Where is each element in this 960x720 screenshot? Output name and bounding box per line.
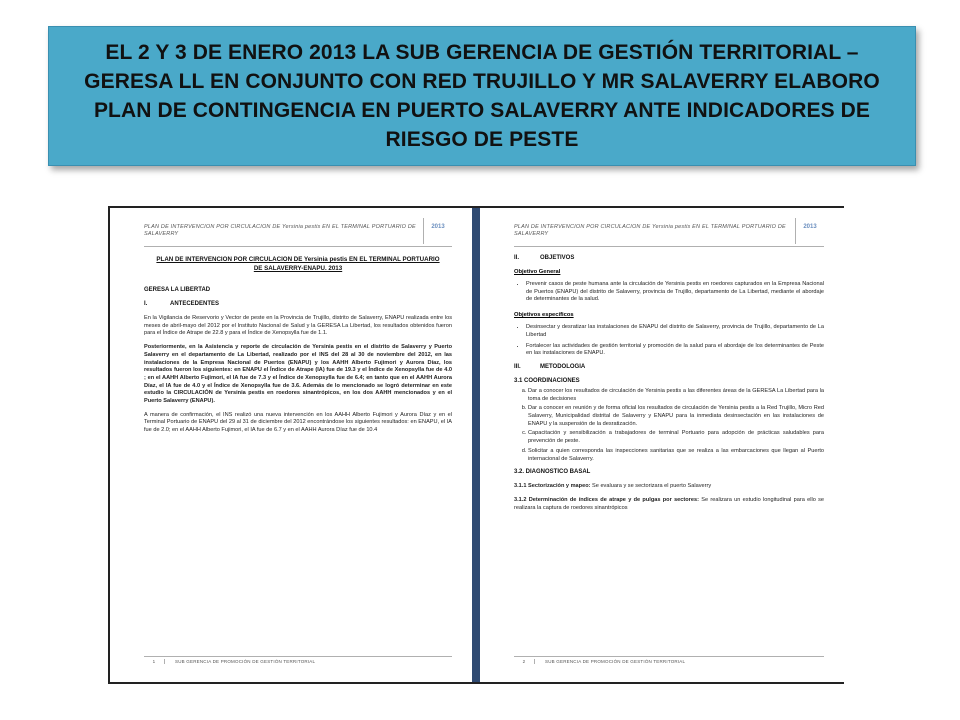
section-title: ANTECEDENTES <box>170 301 220 307</box>
list-item: • Fortalecer las actividades de gestión territorial y promoción de la salud para el abordaje de los determinantes de Peste en las instalaciones de ENAPU. <box>526 343 824 358</box>
page-number: 1 <box>144 659 165 664</box>
section-heading-antecedentes <box>144 301 452 307</box>
objetivos-especificos-list <box>514 324 824 358</box>
objetivo-general-list <box>514 281 824 304</box>
list-item: • Prevenir casos de peste humana ante la circulación de Yersinia pestis en roedores capturados en la Empresa Nacional de Puertos (ENAPU) del distrito de Salaverry, provincia de Trujillo, departamento de La Libertad, mediante el abordaje de determinantes de la salud. <box>526 281 824 304</box>
diagnostico-311-text: Se evaluara y se sectorizara el puerto Salaverry <box>592 483 712 490</box>
paragraph-2: Posteriormente, en la Asistencia y reporte de circulación de Yersinia pestis en el distrito de Salaverry y Puerto Salaverry en el departamento de La Libertad, realizado por el INS del 28 al 30 de noviembre del 2012, en las instalaciones de la Empresa Nacional de Puertos (ENAPU) y los AAHH Alberto Fujimori y Aurora Díaz, los resultados fueron los siguientes: en ENAPU el Índice de Atrape (IA) fue de 19.3 y el Índice de Xenopsylla fue de 4.0 ; en el AAHH Alberto Fujimori, el IA fue de 7.3 y el Índice de Xenopsylla fue de 6.4; en tanto que en el AAHH Aurora Díaz, el IA fue de 4.0 y el Índice de Xenopsylla fue de 3.6. Además de lo mencionado se logró determinar en este estudio la CIRCULACIÓN de Yersinia pestis en roedores sinantrópicos, en los dos AAHH mencionados y en el Puerto Salaverry (ENAPU). <box>144 344 452 405</box>
page-divider <box>472 208 480 682</box>
list-item: c. Capacitación y sensibilización a trabajadores de terminal Portuario para adopción de prácticas saludables para prevención de peste. <box>528 430 824 445</box>
page-header <box>514 218 824 247</box>
org-heading: GERESA LA LIBERTAD <box>144 287 211 293</box>
coordinaciones-list <box>514 388 824 463</box>
document-image-frame <box>108 206 844 684</box>
diagnostico-312-text: Se realizara un estudio longitudinal para ello se realizara la captura de roedores sinantrópicos <box>514 496 825 511</box>
diagnostico-311 <box>514 483 824 491</box>
list-item: b. Dar a conocer en reunión y de forma oficial los resultados de circulación de Yersinia pestis a la Red Trujillo, Micro Red Salaverry, Municipalidad distrital de Salaverry y ENAPU para la inmediata desinsectación en las instalaciones de ENAPU y la suspensión de la desratización. <box>528 405 824 428</box>
footer-text: SUB GERENCIA DE PROMOCIÓN DE GESTIÓN TERRITORIAL <box>545 659 686 664</box>
page-footer <box>514 656 824 664</box>
page-header <box>144 218 452 247</box>
document-page-left <box>110 208 472 682</box>
document-title: PLAN DE INTERVENCION POR CIRCULACION DE Yersinia pestis EN EL TERMINAL PORTUARIO DE SALAVERRY-ENAPU. 2013 <box>156 256 440 272</box>
coordinaciones-label: 3.1 COORDINACIONES <box>514 377 580 384</box>
header-year: 2013 <box>795 218 824 244</box>
header-text: PLAN DE INTERVENCION POR CIRCULACION DE Yersinia pestis EN EL TERMINAL PORTUARIO DE SALAVERRY <box>514 224 786 237</box>
header-text: PLAN DE INTERVENCION POR CIRCULACION DE Yersinia pestis EN EL TERMINAL PORTUARIO DE SALAVERRY <box>144 224 416 237</box>
title-banner <box>48 26 916 166</box>
section-heading-metodologia <box>514 364 824 370</box>
document-page-right <box>480 208 844 682</box>
section-title: OBJETIVOS <box>540 255 575 261</box>
diagnostico-312 <box>514 497 824 512</box>
paragraph-1: En la Vigilancia de Reservorio y Vector de peste en la Provincia de Trujillo, distrito de Salaverry, ENAPU realizada entre los meses de abril-mayo del 2012 por el Instituto Nacional de Salud y la GERESA La Libertad, los resultados obtenidos fueron para el Índice de Atrape de 22.8 y para el Índice de Xenopsylla fue de 1.1. <box>144 315 452 337</box>
slide-title: EL 2 Y 3 DE ENERO 2013 LA SUB GERENCIA DE GESTIÓN TERRITORIAL – GERESA LL EN CONJUNTO CON RED TRUJILLO Y MR SALAVERRY ELABORO PLAN DE CONTINGENCIA EN PUERTO SALAVERRY ANTE INDICADORES DE RIESGO DE PESTE <box>84 41 880 151</box>
page-footer <box>144 656 452 664</box>
list-item: d. Solicitar a quien corresponda las inspecciones sanitarias que se realiza a las embarcaciones que llegan al Puerto internacional de Salaverry. <box>528 448 824 463</box>
footer-text: SUB GERENCIA DE PROMOCIÓN DE GESTIÓN TERRITORIAL <box>175 659 316 664</box>
diagnostico-label: 3.2. DIAGNOSTICO BASAL <box>514 469 591 476</box>
section-number: II. <box>514 255 520 261</box>
diagnostico-311-label: 3.1.1 Sectorización y mapeo: <box>514 483 591 490</box>
objetivos-especificos-label: Objetivos específicos <box>514 312 574 319</box>
objetivo-general-label: Objetivo General <box>514 269 561 275</box>
paragraph-3: A manera de confirmación, el INS realizó una nueva intervención en los AAHH Alberto Fujimori y Aurora Díaz y en el Terminal Portuario de ENAPU del 29 al 31 de diciembre del 2012 encontrándose los siguientes resultados: en ENAPU, el IA fue de 2.0; en el AAHH Alberto Fujimori, el IA fue de 6.7 y en el AAHH Aurora Díaz fue de 10.4 <box>144 411 452 434</box>
list-item: • Desinsectar y desratizar las instalaciones de ENAPU del distrito de Salaverry, provincia de Trujillo, departamento de La Libertad <box>526 324 824 339</box>
section-heading-objetivos <box>514 255 824 261</box>
header-year: 2013 <box>423 218 452 244</box>
list-item: a. Dar a conocer los resultados de circulación de Yersinia pestis a las diferentes áreas de la GERESA La Libertad para la toma de decisiones <box>528 388 824 403</box>
section-number: III. <box>514 363 521 370</box>
page-number: 2 <box>514 659 535 664</box>
diagnostico-312-label: 3.1.2 Determinación de índices de atrape y de pulgas por sectores: <box>514 496 699 503</box>
section-number: I. <box>144 301 148 307</box>
section-title: METODOLOGIA <box>540 363 586 370</box>
